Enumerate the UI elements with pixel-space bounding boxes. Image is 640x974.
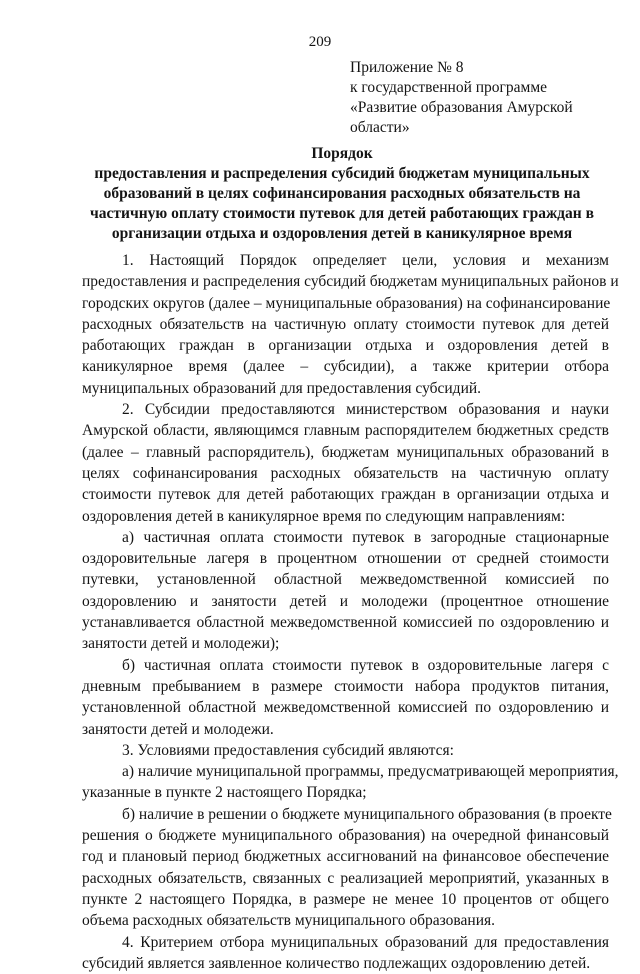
appendix-line: Приложение № 8 [350, 58, 600, 78]
appendix-line: области» [350, 118, 600, 138]
paragraph-line: дневным пребыванием в размере стоимости набора продуктов питания, [82, 676, 609, 697]
paragraph-line: занятости детей и молодежи. [82, 719, 609, 740]
paragraph-line: решения о бюджете муниципального образования) на очередной финансовый [82, 825, 609, 846]
paragraph [82, 399, 609, 527]
paragraph [82, 804, 609, 932]
heading-line: предоставления и распределения субсидий бюджетам муниципальных [82, 164, 602, 184]
paragraph-line: расходных обязательств на частичную оплату стоимости путевок для детей [82, 314, 609, 335]
paragraph-line: работающих граждан в организации отдыха и оздоровления детей в [82, 335, 609, 356]
paragraph-line: целях софинансирования расходных обязательств на частичную оплату [82, 463, 609, 484]
paragraph-line: объема расходных обязательств муниципального образования. [82, 910, 609, 931]
paragraph-line: путевки, установленной областной межведомственной комиссией по [82, 569, 609, 590]
paragraph-line: Амурской области, являющимся главным распорядителем бюджетных средств [82, 420, 609, 441]
paragraph [82, 740, 609, 761]
paragraph-line: муниципальных образований для предоставления субсидий. [82, 378, 609, 399]
document-body [82, 250, 609, 974]
paragraph-line: стоимости путевок для детей работающих граждан в организации отдыха и [82, 484, 609, 505]
document-heading [82, 144, 602, 244]
heading-line: частичную оплату стоимости путевок для детей работающих граждан в [82, 204, 602, 224]
paragraph [82, 527, 609, 655]
paragraph [82, 932, 609, 974]
paragraph-line: 2. Субсидии предоставляются министерством образования и науки [82, 399, 609, 420]
paragraph-line: год и плановый период бюджетных ассигнований на финансовое обеспечение [82, 846, 609, 867]
paragraph-line: предоставления и распределения субсидий бюджетам муниципальных районов и [82, 271, 609, 292]
paragraph-line: 4. Критерием отбора муниципальных образований для предоставления [82, 932, 609, 953]
page-number: 209 [0, 33, 640, 51]
paragraph-line: 3. Условиями предоставления субсидий являются: [82, 740, 609, 761]
paragraph-line: указанные в пункте 2 настоящего Порядка; [82, 782, 609, 803]
paragraph-line: субсидий является заявленное количество подлежащих оздоровлению детей. [82, 953, 609, 974]
heading-line: образований в целях софинансирования расходных обязательств на [82, 184, 602, 204]
paragraph-line: (далее – главный распорядитель), бюджетам муниципальных образований в [82, 442, 609, 463]
paragraph [82, 655, 609, 740]
paragraph-line: оздоровительные лагеря в процентном отношении от средней стоимости [82, 548, 609, 569]
paragraph [82, 250, 609, 399]
paragraph [82, 761, 609, 804]
heading-title: Порядок [82, 144, 602, 164]
appendix-block [350, 58, 600, 138]
paragraph-line: б) частичная оплата стоимости путевок в оздоровительные лагеря с [82, 655, 609, 676]
paragraph-line: 1. Настоящий Порядок определяет цели, условия и механизм [82, 250, 609, 271]
paragraph-line: занятости детей и молодежи); [82, 633, 609, 654]
paragraph-line: каникулярное время (далее – субсидии), а также критерии отбора [82, 356, 609, 377]
paragraph-line: а) частичная оплата стоимости путевок в загородные стационарные [82, 527, 609, 548]
paragraph-line: оздоровления детей в каникулярное время по следующим направлениям: [82, 506, 609, 527]
appendix-line: «Развитие образования Амурской [350, 98, 600, 118]
heading-line: организации отдыха и оздоровления детей в каникулярное время [82, 224, 602, 244]
paragraph-line: устанавливается областной межведомственной комиссией по оздоровлению и [82, 612, 609, 633]
paragraph-line: установленной областной межведомственной комиссией по оздоровлению и [82, 697, 609, 718]
paragraph-line: а) наличие муниципальной программы, предусматривающей мероприятия, [82, 761, 609, 782]
paragraph-line: пункте 2 настоящего Порядка, в размере не менее 10 процентов от общего [82, 889, 609, 910]
paragraph-line: расходных обязательств, связанных с реализацией мероприятий, указанных в [82, 868, 609, 889]
appendix-line: к государственной программе [350, 78, 600, 98]
paragraph-line: б) наличие в решении о бюджете муниципального образования (в проекте [82, 804, 609, 825]
paragraph-line: оздоровлению и занятости детей и молодежи (процентное отношение [82, 591, 609, 612]
paragraph-line: городских округов (далее – муниципальные образования) на софинансирование [82, 293, 609, 314]
